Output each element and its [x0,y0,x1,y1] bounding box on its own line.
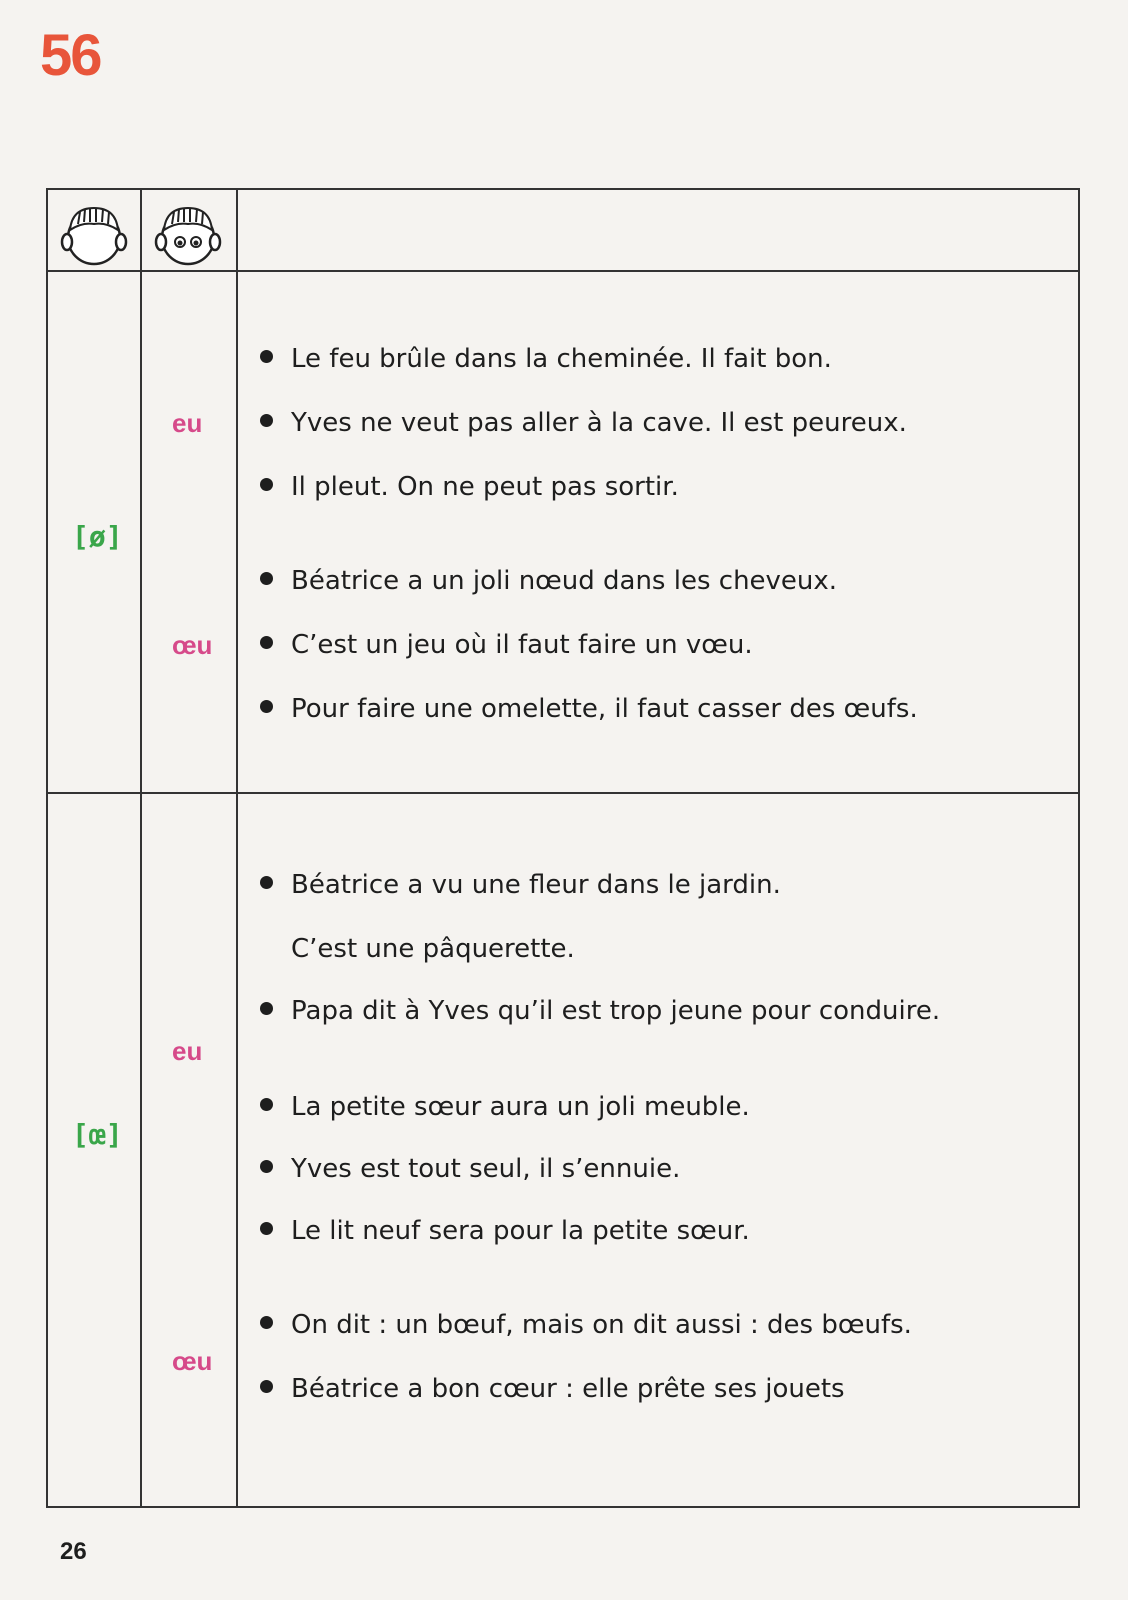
sentence: La petite sœur aura un joli meuble. [260,1094,750,1120]
sentence: Béatrice a vu une fleur dans le jardin. [260,872,781,898]
spelling-label: œu [172,1346,213,1376]
sentence: Yves ne veut pas aller à la cave. Il est peureux. [260,410,907,436]
sentence: On dit : un bœuf, mais on dit aussi : des bœufs. [260,1312,912,1338]
phoneme-label-oe-open: [œ] [72,1118,123,1151]
sentence: Il pleut. On ne peut pas sortir. [260,474,679,500]
face-icon [58,200,130,268]
sentence: Béatrice a bon cœur : elle prête ses jouets [260,1376,845,1402]
spelling-label: eu [172,408,203,438]
spelling-label: eu [172,1036,203,1066]
sentence: Papa dit à Yves qu’il est trop jeune pour conduire. [260,998,940,1024]
sentence: Pour faire une omelette, il faut casser des œufs. [260,696,918,722]
face-eyes-icon [152,200,224,268]
sentence: Le feu brûle dans la cheminée. Il fait bon. [260,346,832,372]
page-number: 26 [60,1538,87,1565]
lesson-number: 56 [40,23,101,88]
sentence-continuation: C’est une pâquerette. [291,934,575,964]
sentence: Le lit neuf sera pour la petite sœur. [260,1218,750,1244]
phonics-table [46,188,1080,1508]
phoneme-label-oe-closed: [ø] [72,520,123,553]
spelling-label: œu [172,630,213,660]
sentence: Béatrice a un joli nœud dans les cheveux. [260,568,837,594]
sentence: Yves est tout seul, il s’ennuie. [260,1156,680,1182]
sentence: C’est un jeu où il faut faire un vœu. [260,632,753,658]
